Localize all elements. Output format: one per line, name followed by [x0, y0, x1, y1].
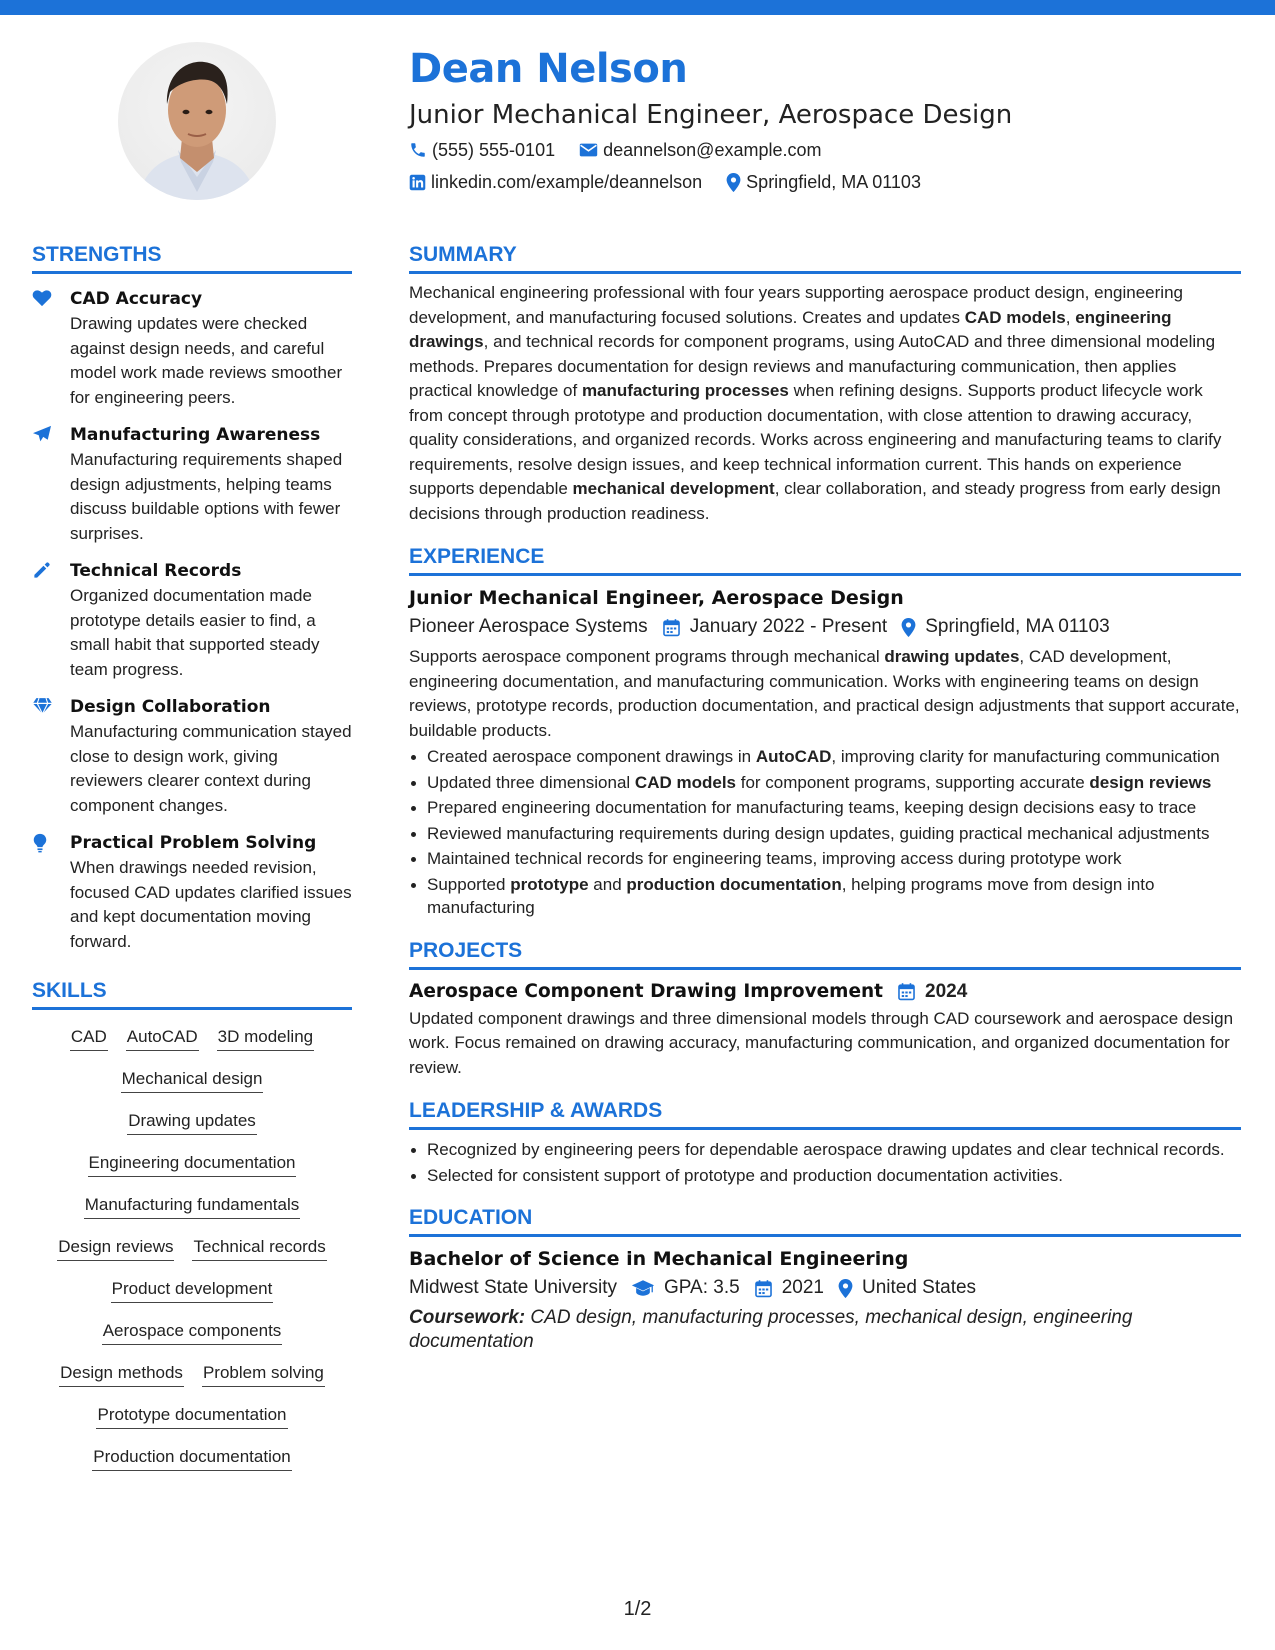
skill-tag: 3D modeling — [217, 1024, 314, 1051]
job-bullets — [409, 745, 1241, 920]
coursework: Coursework: CAD design, manufacturing processes, mechanical design, engineering documentation — [409, 1307, 1133, 1352]
job-dates: January 2022 - Present — [689, 616, 888, 637]
project-desc: Updated component drawings and three dimensional models through CAD coursework and aerospace design work. Focus remained on drawing accuracy, manufacturing communication, and organized documentation for review. — [409, 1008, 1234, 1077]
project-header — [409, 977, 1241, 1007]
strength-desc: Manufacturing requirements shaped design adjustments, helping teams discuss buildable options with fewer surprises. — [70, 450, 343, 543]
strength-title: Technical Records — [70, 561, 242, 581]
map-pin-icon — [901, 618, 916, 637]
strength-title: Practical Problem Solving — [70, 833, 317, 853]
skill-tag: Engineering documentation — [88, 1150, 297, 1177]
map-pin-icon — [726, 173, 741, 192]
degree-title: Bachelor of Science in Mechanical Engineering — [409, 1248, 909, 1270]
phone-contact[interactable] — [409, 134, 555, 166]
skill-row — [32, 1360, 352, 1387]
list-item: Reviewed manufacturing requirements during design updates, guiding practical mechanical adjustments — [409, 822, 1241, 846]
skill-row — [32, 1066, 352, 1093]
education-meta — [409, 1273, 1241, 1303]
strength-desc: Drawing updates were checked against design needs, and careful model work made reviews smoother for engineering peers. — [70, 314, 343, 407]
linkedin-text: linkedin.com/example/deannelson — [431, 172, 703, 192]
strength-item — [32, 286, 352, 410]
graduation-year: 2021 — [781, 1277, 824, 1298]
envelope-icon — [579, 142, 598, 158]
job-meta — [409, 612, 1241, 642]
projects-heading: PROJECTS — [409, 936, 1241, 970]
candidate-name: Dean Nelson — [409, 46, 688, 92]
header — [409, 40, 1229, 198]
school-name: Midwest State University — [409, 1277, 618, 1298]
project-title: Aerospace Component Drawing Improvement — [409, 980, 884, 1002]
map-pin-icon — [838, 1279, 853, 1298]
linkedin-contact[interactable] — [409, 166, 702, 198]
right-column — [409, 240, 1241, 1354]
list-item: Supported prototype and production documentation, helping programs move from design into manufacturing — [409, 873, 1241, 920]
gpa: GPA: 3.5 — [664, 1277, 740, 1298]
leadership-heading: LEADERSHIP & AWARDS — [409, 1096, 1241, 1130]
summary-heading: SUMMARY — [409, 240, 1241, 274]
location-contact — [726, 166, 921, 198]
list-item: Updated three dimensional CAD models for component programs, supporting accurate design reviews — [409, 771, 1241, 795]
calendar-icon — [754, 1279, 773, 1298]
calendar-icon — [897, 982, 916, 1001]
list-item: Recognized by engineering peers for dependable aerospace drawing updates and clear technical records. — [409, 1138, 1241, 1162]
education-heading: EDUCATION — [409, 1203, 1241, 1237]
skill-tag: Design reviews — [57, 1234, 174, 1261]
email-text: deannelson@example.com — [603, 140, 822, 160]
page-number: 1/2 — [623, 1598, 652, 1620]
email-contact[interactable] — [579, 134, 821, 166]
heart-icon — [32, 289, 52, 307]
summary-text: Mechanical engineering professional with four years supporting aerospace product design, engineering development, and manufacturing focused solutions. Creates and updates CAD models, engineering drawings, and technical records for component programs, using AutoCAD and three dimensional modeling methods. Prepares documentation for design reviews and manufacturing communication, then applies practical knowledge of manufacturing processes when refining designs. Supports product lifecycle work from concept through prototype and production documentation, with close attention to drawing accuracy, quality considerations, and organized records. Works across engineering and manufacturing teams to clarify requirements, resolve design issues, and keep technical information current. This hands on experience supports dependable mechanical development, clear collaboration, and steady progress from early design decisions through production readiness. — [409, 283, 1222, 523]
company-name: Pioneer Aerospace Systems — [409, 616, 648, 637]
skill-tag: Drawing updates — [127, 1108, 257, 1135]
strength-item — [32, 694, 352, 818]
skill-tag: Product development — [111, 1276, 274, 1303]
skill-tag: Problem solving — [202, 1360, 325, 1387]
skills-list — [32, 1024, 352, 1471]
list-item: Prepared engineering documentation for manufacturing teams, keeping design decisions easy to trace — [409, 796, 1241, 820]
lightbulb-icon — [32, 833, 48, 853]
skill-tag: Design methods — [59, 1360, 184, 1387]
skill-tag: Production documentation — [92, 1444, 292, 1471]
skill-tag: Aerospace components — [102, 1318, 283, 1345]
strengths-heading: STRENGTHS — [32, 240, 352, 274]
strength-desc: Manufacturing communication stayed close to design work, giving reviewers clearer context during component changes. — [70, 722, 352, 815]
calendar-icon — [662, 618, 681, 637]
education-location: United States — [861, 1277, 977, 1298]
skill-row — [32, 1024, 352, 1051]
list-item: Maintained technical records for engineering teams, improving access during prototype work — [409, 847, 1241, 871]
profile-photo — [118, 42, 276, 200]
linkedin-icon — [409, 174, 426, 191]
paper-plane-icon — [32, 425, 52, 443]
strength-title: Manufacturing Awareness — [70, 425, 321, 445]
pencil-icon — [32, 561, 51, 580]
strength-desc: Organized documentation made prototype details easier to find, a small habit that supported steady team progress. — [70, 586, 320, 679]
list-item: Created aerospace component drawings in AutoCAD, improving clarity for manufacturing communication — [409, 745, 1241, 769]
skill-tag: Technical records — [192, 1234, 326, 1261]
job-title: Junior Mechanical Engineer, Aerospace Design — [409, 587, 904, 609]
skills-heading: SKILLS — [32, 976, 352, 1010]
phone-text: (555) 555-0101 — [432, 140, 556, 160]
top-accent-bar — [0, 0, 1275, 15]
strength-item — [32, 830, 352, 954]
strength-item — [32, 558, 352, 682]
strength-title: CAD Accuracy — [70, 289, 203, 309]
skill-tag: Manufacturing fundamentals — [84, 1192, 301, 1219]
strength-desc: When drawings needed revision, focused CAD updates clarified issues and kept documentation moving forward. — [70, 858, 352, 951]
skill-tag: Mechanical design — [121, 1066, 264, 1093]
skill-row — [32, 1276, 352, 1303]
leadership-list — [409, 1138, 1241, 1187]
left-column — [32, 240, 352, 1486]
graduation-cap-icon — [631, 1279, 655, 1297]
strength-item — [32, 422, 352, 546]
phone-icon — [409, 141, 427, 159]
skill-tag: AutoCAD — [126, 1024, 199, 1051]
skill-row — [32, 1402, 352, 1429]
strength-title: Design Collaboration — [70, 697, 271, 717]
skill-row — [32, 1192, 352, 1219]
skill-tag: Prototype documentation — [96, 1402, 287, 1429]
skill-row — [32, 1234, 352, 1261]
location-text: Springfield, MA 01103 — [746, 172, 921, 192]
experience-heading: EXPERIENCE — [409, 542, 1241, 576]
candidate-title: Junior Mechanical Engineer, Aerospace Design — [409, 100, 1013, 130]
diamond-icon — [32, 697, 53, 715]
skill-tag: CAD — [70, 1024, 108, 1051]
skill-row — [32, 1444, 352, 1471]
skill-row — [32, 1150, 352, 1177]
job-location: Springfield, MA 01103 — [925, 616, 1110, 637]
skill-row — [32, 1318, 352, 1345]
list-item: Selected for consistent support of prototype and production documentation activities. — [409, 1164, 1241, 1188]
job-intro: Supports aerospace component programs through mechanical drawing updates, CAD development, engineering documentation, and manufacturing communication. Works with engineering teams on design reviews, prototype records, production documentation, and practical design adjustments that support accurate, buildable products. — [409, 647, 1240, 740]
project-year: 2024 — [925, 980, 968, 1002]
skill-row — [32, 1108, 352, 1135]
